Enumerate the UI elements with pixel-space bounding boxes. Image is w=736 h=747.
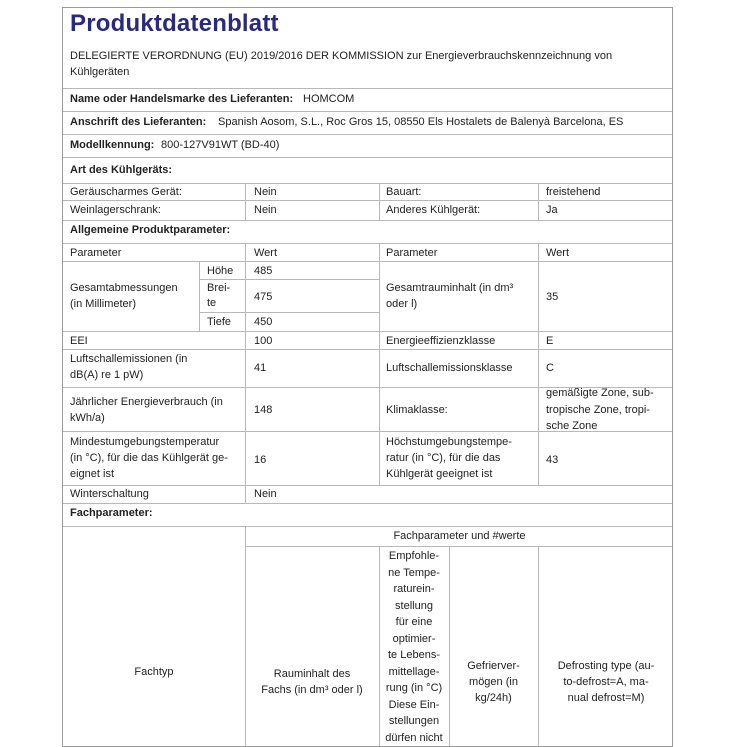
defrost-type-header: to-defrost=A, ma-: [563, 676, 649, 688]
recommended-temp-header-line: stellungen: [388, 715, 440, 727]
other-appliance-value: Ja: [546, 204, 558, 216]
row-divider: [63, 503, 672, 504]
row-divider: [199, 312, 379, 313]
min-temp-label: eignet ist: [70, 468, 115, 480]
dimensions-label: (in Millimeter): [70, 298, 136, 310]
min-temp-label: Mindestumgebungstemperatur: [70, 436, 220, 448]
regulation-text-line2: Kühlgeräten: [70, 66, 130, 78]
depth-label: Tiefe: [207, 316, 232, 328]
param-col-header: Parameter: [386, 247, 438, 259]
compartment-type-header: Fachtyp: [134, 666, 174, 678]
appliance-type-section: Art des Kühlgeräts:: [70, 164, 173, 176]
col-divider: [245, 183, 246, 220]
design-label: Bauart:: [386, 186, 422, 198]
max-temp-label: ratur (in °C), für die das: [386, 452, 501, 464]
col-divider: [245, 526, 246, 747]
max-temp-label: Kühlgerät geeignet ist: [386, 468, 493, 480]
row-divider: [245, 546, 672, 547]
eei-value: 100: [254, 335, 273, 347]
height-label: Höhe: [207, 265, 234, 277]
climate-class-value: gemäßigte Zone, sub-: [546, 387, 654, 399]
height-value: 485: [254, 265, 273, 277]
recommended-temp-header-line: Diese Ein-: [388, 698, 440, 711]
design-value: freistehend: [546, 186, 601, 198]
energy-class-value: E: [546, 335, 554, 347]
climate-class-value: sche Zone: [546, 420, 598, 432]
climate-class-value: tropische Zone, tropi-: [546, 404, 650, 416]
row-divider: [63, 111, 672, 112]
model-value: 800-127V91WT (BD-40): [161, 139, 280, 151]
volume-value: 35: [546, 291, 559, 303]
general-params-section: Allgemeine Produktparameter:: [70, 224, 231, 236]
recommended-temp-header-line: dürfen nicht: [385, 731, 443, 744]
dimensions-label: Gesamtabmessungen: [70, 282, 178, 294]
min-temp-value: 16: [254, 454, 267, 466]
recommended-temp-header-line: stellung: [395, 599, 433, 612]
noise-class-label: Luftschallemissionsklasse: [386, 362, 513, 374]
volume-label: Gesamtrauminhalt (in dm³: [386, 282, 514, 294]
other-appliance-label: Anderes Kühlgerät:: [386, 204, 481, 216]
freezing-capacity-header: mögen (in: [469, 676, 518, 688]
freezing-capacity-header: Gefrierver-: [467, 660, 520, 672]
wine-cabinet-value: Nein: [254, 204, 277, 216]
energy-class-label: Energieeffizienzklasse: [386, 335, 496, 347]
compartment-volume-header: Rauminhalt des: [273, 668, 351, 680]
param-col-header: Parameter: [70, 247, 122, 259]
noise-label: dB(A) re 1 pW): [70, 369, 144, 381]
col-divider: [538, 243, 539, 485]
value-col-header: Wert: [546, 247, 570, 259]
low-noise-value: Nein: [254, 186, 277, 198]
consumption-value: 148: [254, 404, 273, 416]
freezing-capacity-header: kg/24h): [475, 692, 512, 704]
recommended-temp-header-line: ne Tempe-: [388, 566, 440, 579]
recommended-temp-header-line: rung (in °C): [385, 682, 443, 694]
model-label: Modellkennung:: [70, 139, 155, 151]
col-divider: [538, 546, 539, 747]
max-temp-label: Höchstumgebungstempe-: [386, 436, 512, 448]
noise-value: 41: [254, 362, 267, 374]
row-divider: [63, 261, 672, 262]
consumption-label: kWh/a): [70, 412, 105, 424]
defrost-type-header: Defrosting type (au-: [557, 660, 655, 672]
supplier-address-value: Spanish Aosom, S.L., Roc Gros 15, 08550 Els Hostalets de Balenyà Barcelona, ES: [218, 116, 624, 128]
recommended-temp-header-line: für eine: [395, 616, 433, 628]
row-divider: [63, 331, 672, 332]
col-divider: [245, 243, 246, 503]
supplier-name-value: HOMCOM: [303, 93, 355, 105]
value-col-header: Wert: [254, 247, 278, 259]
supplier-name-label: Name oder Handelsmarke des Lieferanten:: [70, 93, 294, 105]
row-divider: [63, 243, 672, 244]
col-divider: [379, 183, 380, 220]
width-label: Brei-: [207, 282, 231, 294]
consumption-label: Jährlicher Energieverbrauch (in: [70, 396, 223, 408]
row-divider: [63, 134, 672, 135]
depth-value: 450: [254, 316, 273, 328]
width-value: 475: [254, 291, 273, 303]
low-noise-label: Geräuscharmes Gerät:: [70, 186, 182, 198]
winter-switch-label: Winterschaltung: [70, 488, 149, 500]
compartment-group-header: Fachparameter und #werte: [393, 530, 526, 542]
noise-class-value: C: [546, 362, 554, 374]
recommended-temp-header-line: raturein-: [393, 583, 435, 595]
col-divider: [199, 261, 200, 331]
row-divider: [63, 88, 672, 89]
winter-switch-value: Nein: [254, 488, 277, 500]
row-divider: [63, 526, 672, 527]
compartment-volume-header: Fachs (in dm³ oder l): [261, 684, 363, 696]
width-label: te: [207, 297, 217, 309]
noise-label: Luftschallemissionen (in: [70, 353, 188, 365]
product-data-sheet: [62, 7, 673, 747]
page-title: Produktdatenblatt: [70, 10, 279, 37]
row-divider: [63, 157, 672, 158]
recommended-temp-header-line: optimier-: [392, 632, 436, 645]
supplier-address-label: Anschrift des Lieferanten:: [70, 116, 207, 128]
eei-label: EEI: [70, 335, 88, 347]
regulation-text-line1: DELEGIERTE VERORDNUNG (EU) 2019/2016 DER KOMMISSION zur Energieverbrauchskennzeichnung von: [70, 50, 613, 62]
col-divider: [538, 183, 539, 220]
row-divider: [63, 485, 672, 486]
recommended-temp-header-line: te Lebens-: [388, 649, 440, 661]
defrost-type-header: nual defrost=M): [567, 692, 645, 704]
climate-class-label: Klimaklasse:: [386, 404, 448, 416]
max-temp-value: 43: [546, 454, 559, 466]
recommended-temp-header-line: Empfohle-: [388, 550, 440, 562]
recommended-temp-header-line: mittellage-: [388, 665, 440, 678]
row-divider: [63, 349, 672, 350]
volume-label: oder l): [386, 298, 418, 310]
min-temp-label: (in °C), für die das Kühlgerät ge-: [70, 452, 228, 464]
wine-cabinet-label: Weinlagerschrank:: [70, 204, 161, 216]
col-divider: [379, 243, 380, 485]
compartment-section: Fachparameter:: [70, 507, 153, 519]
row-divider: [63, 220, 672, 221]
col-divider: [449, 546, 450, 747]
